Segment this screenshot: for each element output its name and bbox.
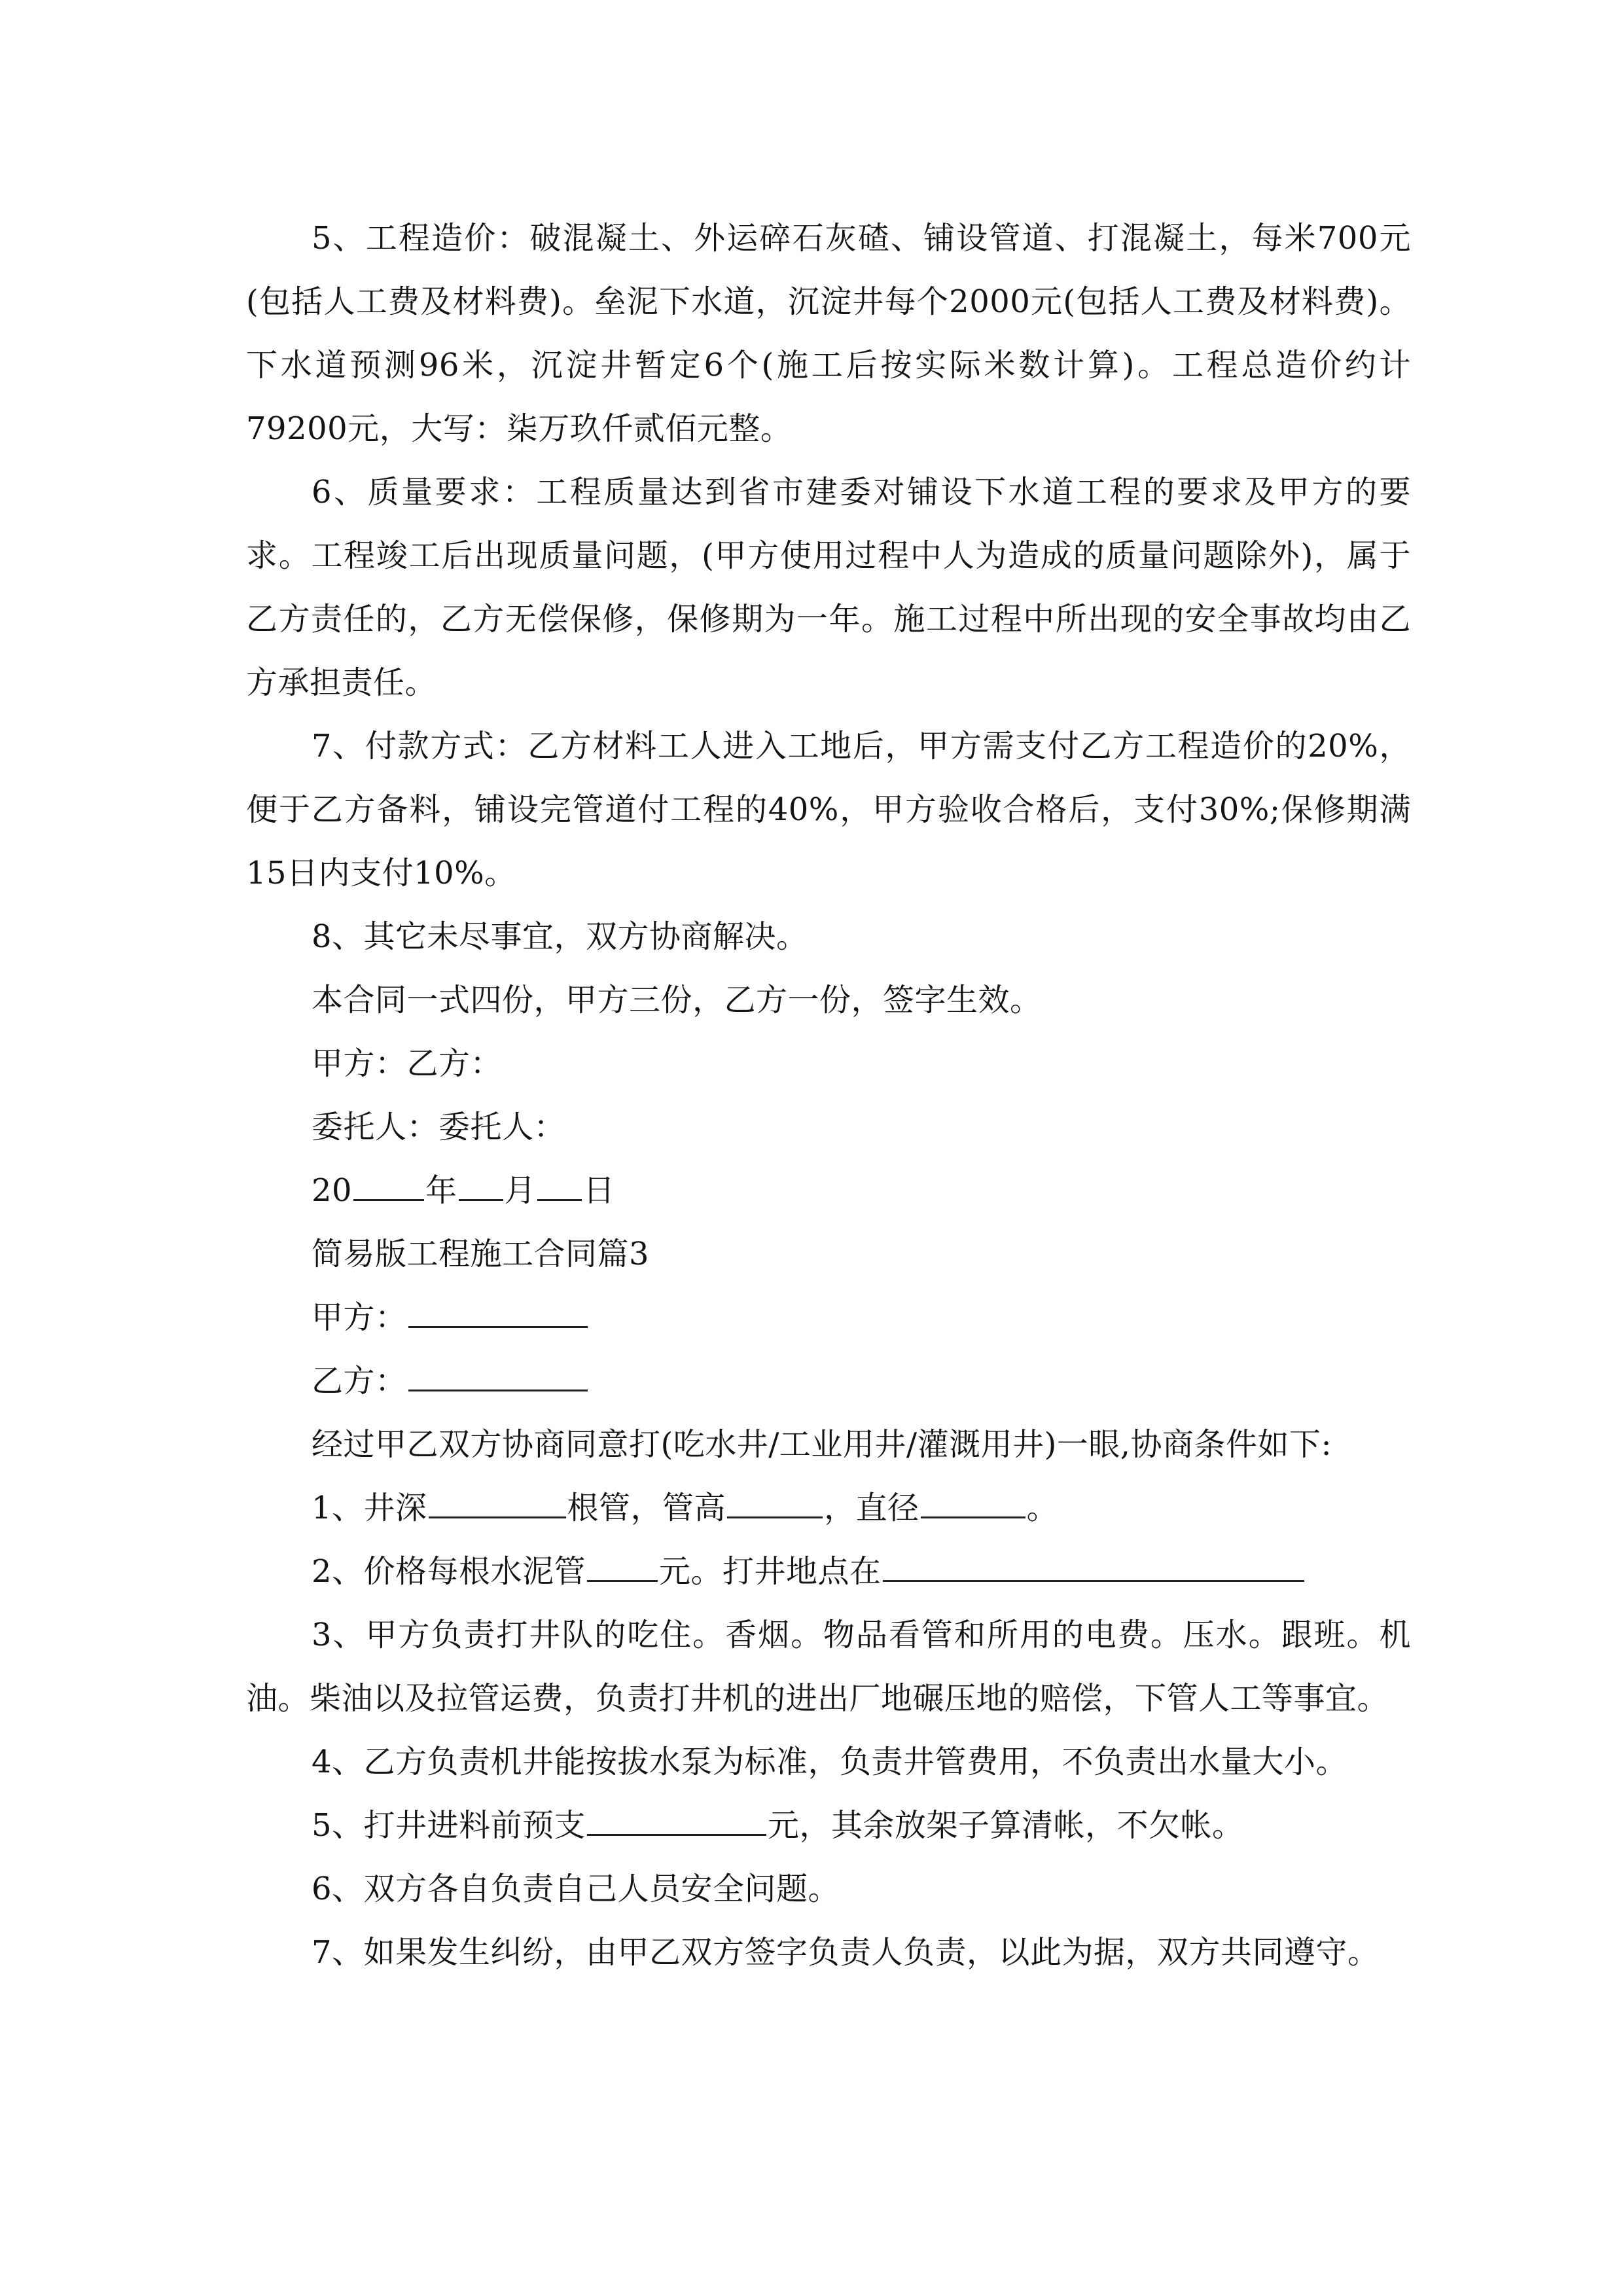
clause-7-payment: 7、付款方式：乙方材料工人进入工地后，甲方需支付乙方工程造价的20%，便于乙方备料，铺设完管道付工程的40%，甲方验收合格后，支付30%;保修期满15日内支付10%。 bbox=[246, 728, 1411, 891]
item-5 bbox=[246, 1794, 1411, 1857]
clause-5-cost: 5、工程造价：破混凝土、外运碎石灰碴、铺设管道、打混凝土，每米700元(包括人工费及材料费)。垒泥下水道，沉淀井每个2000元(包括人工费及材料费)。下水道预测96米，沉淀井暂定6个(施工后按实际米数计算)。工程总造价约计79200元，大写：柒万玖仟贰佰元整。 bbox=[246, 220, 1411, 447]
item-1 bbox=[246, 1477, 1411, 1540]
agreement-intro: 经过甲乙双方协商同意打(吃水井/工业用井/灌溉用井)一眼,协商条件如下: bbox=[312, 1426, 1332, 1463]
item-2 bbox=[246, 1540, 1411, 1604]
item-2-text-b: 元。打井地点在 bbox=[659, 1553, 882, 1590]
copies-statement: 本合同一式四份，甲方三份，乙方一份，签字生效。 bbox=[312, 982, 1042, 1018]
item-2-text-a: 2、价格每根水泥管 bbox=[312, 1553, 586, 1590]
party-a-label: 甲方： bbox=[312, 1299, 407, 1336]
agents-line: 委托人：委托人： bbox=[312, 1109, 566, 1145]
party-a-blank[interactable] bbox=[408, 1325, 588, 1328]
parties-line: 甲方：乙方： bbox=[312, 1045, 503, 1082]
date-year-label: 年 bbox=[425, 1172, 457, 1209]
item-5-text-b: 元，其余放架子算清帐，不欠帐。 bbox=[768, 1807, 1244, 1844]
item-5-text-a: 5、打井进料前预支 bbox=[312, 1807, 586, 1844]
party-b-label: 乙方： bbox=[312, 1363, 407, 1399]
party-b-line bbox=[246, 1350, 1411, 1413]
party-b-blank[interactable] bbox=[408, 1389, 588, 1391]
item-1-text-b: 根管，管高 bbox=[567, 1490, 726, 1526]
day-blank[interactable] bbox=[537, 1198, 582, 1201]
item-1-text-a: 1、井深 bbox=[312, 1490, 427, 1526]
section-title: 简易版工程施工合同篇3 bbox=[312, 1236, 650, 1272]
clause-6-quality: 6、质量要求：工程质量达到省市建委对铺设下水道工程的要求及甲方的要求。工程竣工后出现质量问题，(甲方使用过程中人为造成的质量问题除外)，属于乙方责任的，乙方无偿保修，保修期为一年。施工过程中所出现的安全事故均由乙方承担责任。 bbox=[246, 474, 1411, 701]
date-day-label: 日 bbox=[583, 1172, 615, 1209]
month-blank[interactable] bbox=[459, 1198, 503, 1201]
item-1-text-d: 。 bbox=[1026, 1490, 1059, 1526]
diameter-blank[interactable] bbox=[921, 1516, 1026, 1518]
year-blank[interactable] bbox=[353, 1198, 424, 1201]
item-3: 3、甲方负责打井队的吃住。香烟。物品看管和所用的电费。压水。跟班。机油。柴油以及拉管运费，负责打井机的进出厂地碾压地的赔偿，下管人工等事宜。 bbox=[246, 1617, 1411, 1717]
date-line bbox=[246, 1159, 1411, 1223]
location-blank[interactable] bbox=[883, 1579, 1304, 1582]
item-6: 6、双方各自负责自己人员安全问题。 bbox=[312, 1871, 840, 1907]
party-a-line bbox=[246, 1286, 1411, 1350]
well-depth-blank[interactable] bbox=[429, 1516, 566, 1518]
date-prefix: 20 bbox=[312, 1172, 353, 1209]
item-7: 7、如果发生纠纷，由甲乙双方签字负责人负责，以此为据，双方共同遵守。 bbox=[312, 1934, 1380, 1971]
pipe-height-blank[interactable] bbox=[727, 1516, 823, 1518]
pipe-price-blank[interactable] bbox=[587, 1579, 658, 1582]
item-4: 4、乙方负责机井能按拔水泵为标准，负责井管费用，不负责出水量大小。 bbox=[312, 1744, 1348, 1780]
document-body bbox=[246, 207, 1411, 1984]
item-1-text-c: ，直径 bbox=[824, 1490, 919, 1526]
date-month-label: 月 bbox=[504, 1172, 537, 1209]
clause-8-other: 8、其它未尽事宜，双方协商解决。 bbox=[312, 918, 808, 955]
advance-payment-blank[interactable] bbox=[587, 1833, 766, 1836]
